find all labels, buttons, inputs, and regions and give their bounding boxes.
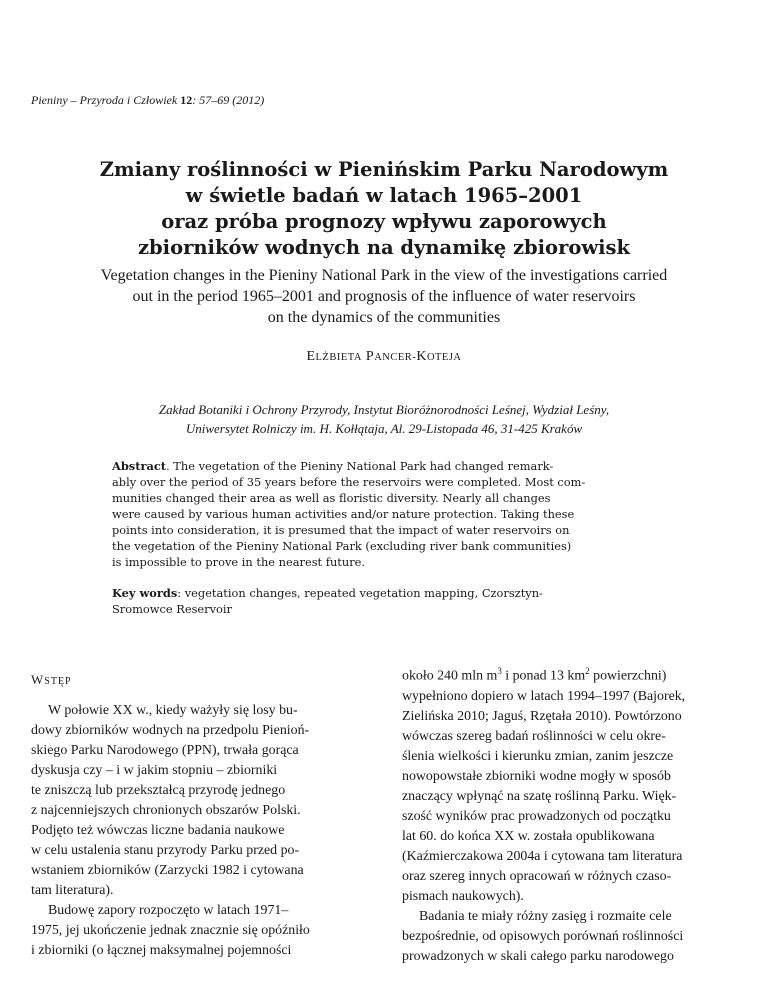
affiliation: [0, 400, 768, 438]
abstract: [112, 458, 652, 570]
abstract-line: [112, 458, 652, 474]
abstract-line: were caused by various human activities and/or nature protection. Taking these: [112, 507, 575, 521]
body-line: lat 60. do końca XX w. została opublikowana: [402, 828, 655, 844]
abstract-label: Abstract: [112, 459, 167, 473]
body-line: Budowę zapory rozpoczęto w latach 1971–: [48, 903, 289, 918]
title-line: oraz próba prognozy wpływu zaporowych: [161, 210, 607, 233]
affiliation-line: Uniwersytet Rolniczy im. H. Kołłątaja, Al. 29-Listopada 46, 31-425 Kraków: [185, 421, 583, 436]
author-last-name-part: ANCER-: [374, 352, 417, 363]
body-line: W połowie XX w., kiedy ważyły się losy bu-: [48, 703, 298, 718]
body-line: wówczas szereg badań roślinności w celu okre-: [402, 728, 666, 744]
body-line: prowadzonych w skali całego parku narodowego: [402, 948, 674, 964]
keywords: [112, 585, 652, 617]
superscript: 3: [497, 666, 502, 676]
section-initial: W: [31, 672, 45, 687]
body-line: w celu ustalenia stanu przyrody Parku przed po-: [31, 843, 300, 858]
body-line: wstaniem zbiorników (Zarzycki 1982 i cytowana: [31, 863, 304, 878]
left-column: [31, 701, 367, 961]
abstract-line: is impossible to prove in the nearest future.: [112, 555, 366, 569]
body-line: [402, 661, 738, 687]
body-text: i ponad 13 km: [501, 668, 586, 684]
section-rest: STĘP: [44, 676, 72, 687]
body-line: 1975, jej ukończenie jednak znacznie się opóźniło: [31, 923, 310, 938]
keywords-line: Sromowce Reservoir: [112, 602, 232, 616]
title-line: zbiorników wodnych na dynamikę zbiorowisk: [137, 236, 631, 259]
affiliation-line: Zakład Botaniki i Ochrony Przyrody, Instytut Bioróżnorodności Leśnej, Wydział Leśny,: [158, 402, 610, 417]
abstract-line: points into consideration, it is presumed that the impact of water reservoirs on: [112, 523, 570, 537]
author-initial: K: [416, 349, 427, 364]
author-last-name-part: OTEJA: [426, 352, 462, 363]
body-line: dyskusja czy – i w jakim stopniu – zbiorniki: [31, 763, 278, 778]
keywords-text: : vegetation changes, repeated vegetation mapping, Czorsztyn-: [177, 586, 543, 600]
journal-series: Pieniny – Przyroda i Człowiek: [31, 93, 178, 107]
body-line: i zbiorniki (o łącznej maksymalnej pojemności: [31, 943, 292, 958]
article-title: [0, 157, 768, 261]
body-line: Podjęto też wówczas liczne badania naukowe: [31, 823, 285, 838]
abstract-line: the vegetation of the Pieniny National Park (excluding river bank communities): [112, 539, 572, 553]
journal-volume: 12: [180, 93, 193, 107]
author-first-name-rest: LŻBIETA: [315, 352, 362, 363]
body-line: tam literatura).: [31, 883, 114, 898]
body-line: szość wyników prac prowadzonych od początku: [402, 808, 671, 824]
title-line: Zmiany roślinności w Pienińskim Parku Narodowym: [99, 158, 669, 181]
english-title-line: out in the period 1965–2001 and prognosis of the influence of water reservoirs: [132, 288, 636, 305]
body-line: Badania te miały różny zasięg i rozmaite cele: [419, 908, 672, 924]
journal-pages: : 57–69 (2012): [192, 93, 265, 107]
abstract-text: . The vegetation of the Pieniny National Park had changed remark-: [166, 459, 554, 473]
body-line: znaczący wpłynąć na szatę roślinną Parku. Więk-: [402, 788, 677, 804]
body-text: powierzchni): [589, 668, 667, 684]
body-line: bezpośrednie, od opisowych porównań roślinności: [402, 928, 684, 944]
author-name: [0, 349, 768, 365]
body-line: ślenia wielkości i kierunku zmian, zanim jeszcze: [402, 748, 674, 764]
body-line: pismach naukowych).: [402, 888, 524, 904]
abstract-line: munities changed their area as well as floristic diversity. Nearly all changes: [112, 491, 551, 505]
author-initial: P: [365, 349, 375, 364]
body-line: te zniszczą lub przekształcą przyrodę jednego: [31, 783, 286, 798]
keywords-line: [112, 585, 652, 601]
body-line: Zielińska 2010; Jaguś, Rzętała 2010). Powtórzono: [402, 708, 682, 724]
body-text: około 240 mln m: [402, 668, 498, 684]
title-line: w świetle badań w latach 1965–2001: [185, 184, 583, 207]
right-column: [402, 661, 738, 967]
keywords-label: Key words: [112, 586, 178, 600]
superscript: 2: [585, 666, 590, 676]
english-title-line: Vegetation changes in the Pieniny National Park in the view of the investigations carried: [100, 267, 668, 284]
body-line: dowy zbiorników wodnych na przedpolu Pienioń-: [31, 723, 310, 738]
abstract-line: ably over the period of 35 years before the reservoirs were completed. Most com-: [112, 475, 586, 489]
body-line: oraz szereg innych opracowań w różnych czaso-: [402, 868, 672, 884]
body-line: wypełniono dopiero w latach 1994–1997 (Bajorek,: [402, 688, 686, 704]
author-initial: E: [306, 349, 316, 364]
body-line: z najcenniejszych chronionych obszarów Polski.: [31, 803, 301, 818]
section-heading: [31, 672, 72, 688]
body-line: nowopowstałe zbiorniki wodne mogły w sposób: [402, 768, 671, 784]
journal-citation: [31, 93, 264, 108]
body-line: (Kaźmierczakowa 2004a i cytowana tam literatura: [402, 848, 683, 864]
english-title-line: on the dynamics of the communities: [267, 309, 501, 326]
body-line: skiego Parku Narodowego (PPN), trwała gorąca: [31, 743, 299, 758]
english-title: [0, 265, 768, 328]
